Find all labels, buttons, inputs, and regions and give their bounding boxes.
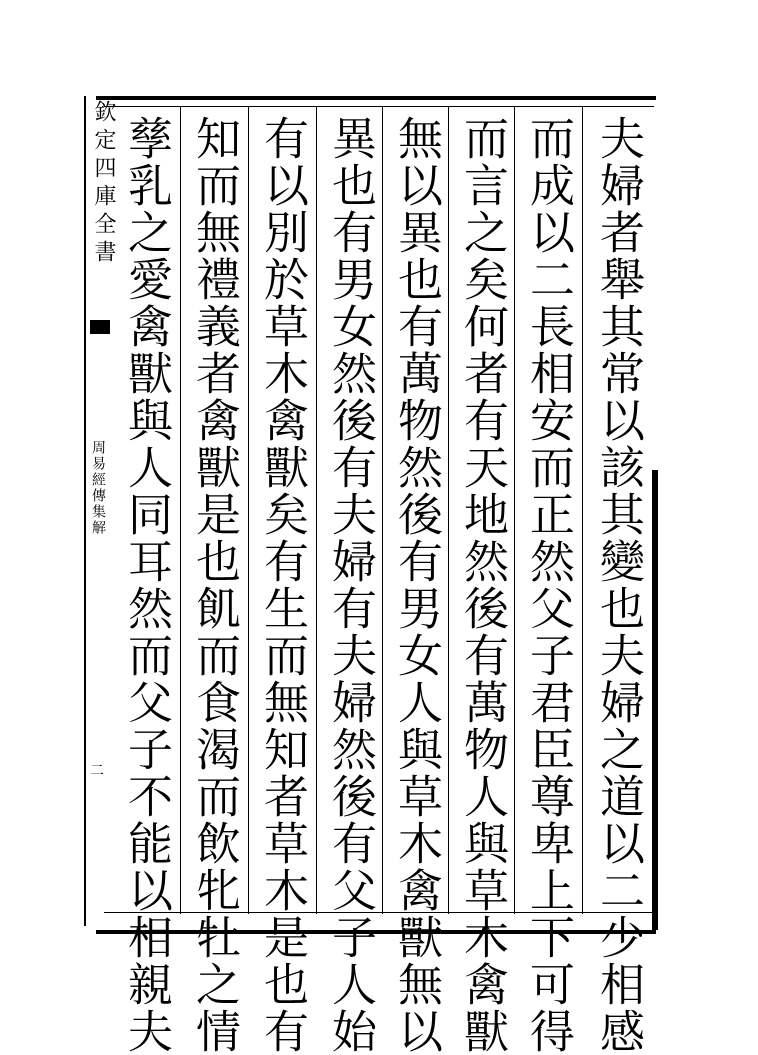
margin-rule	[84, 96, 86, 926]
book-title: 欽定四庫全書	[91, 100, 116, 268]
page-number: 二	[90, 763, 104, 779]
column-divider	[582, 106, 583, 914]
column-divider	[448, 106, 449, 914]
text-column-7	[184, 115, 244, 1055]
column-text: 異也有男女然後有夫婦有夫婦然後有父子人始	[324, 115, 377, 1055]
work-title: 周易經傳集解	[90, 440, 106, 536]
text-column-4	[386, 115, 446, 1055]
column-divider	[180, 106, 181, 914]
top-rule	[104, 106, 654, 107]
column-divider	[514, 106, 515, 914]
text-column-6	[252, 115, 312, 1055]
column-text: 夫婦者舉其常以該其變也夫婦之道以二少相感	[592, 115, 645, 1055]
ink-mark	[90, 320, 110, 334]
text-column-2	[518, 115, 578, 1055]
text-column-1	[588, 115, 648, 1055]
column-text: 有以別於草木禽獸矣有生而無知者草木是也有	[256, 115, 309, 1055]
column-divider	[248, 106, 249, 914]
text-column-8	[116, 115, 176, 1055]
column-text: 而言之矣何者有天地然後有萬物人與草木禽獸	[456, 115, 509, 1055]
text-column-5	[320, 115, 380, 1055]
column-text: 而成以二長相安而正然父子君臣尊卑上下可得	[522, 115, 575, 1055]
column-text: 無以異也有萬物然後有男女人與草木禽獸無以	[390, 115, 443, 1055]
text-column-3	[452, 115, 512, 1055]
right-border	[652, 470, 658, 930]
column-divider	[316, 106, 317, 914]
column-divider	[382, 106, 383, 914]
column-text: 知而無禮義者禽獸是也飢而食渴而飲牝牡之情	[188, 115, 241, 1055]
column-text: 孳乳之愛禽獸與人同耳然而父子不能以相親夫	[120, 115, 173, 1055]
